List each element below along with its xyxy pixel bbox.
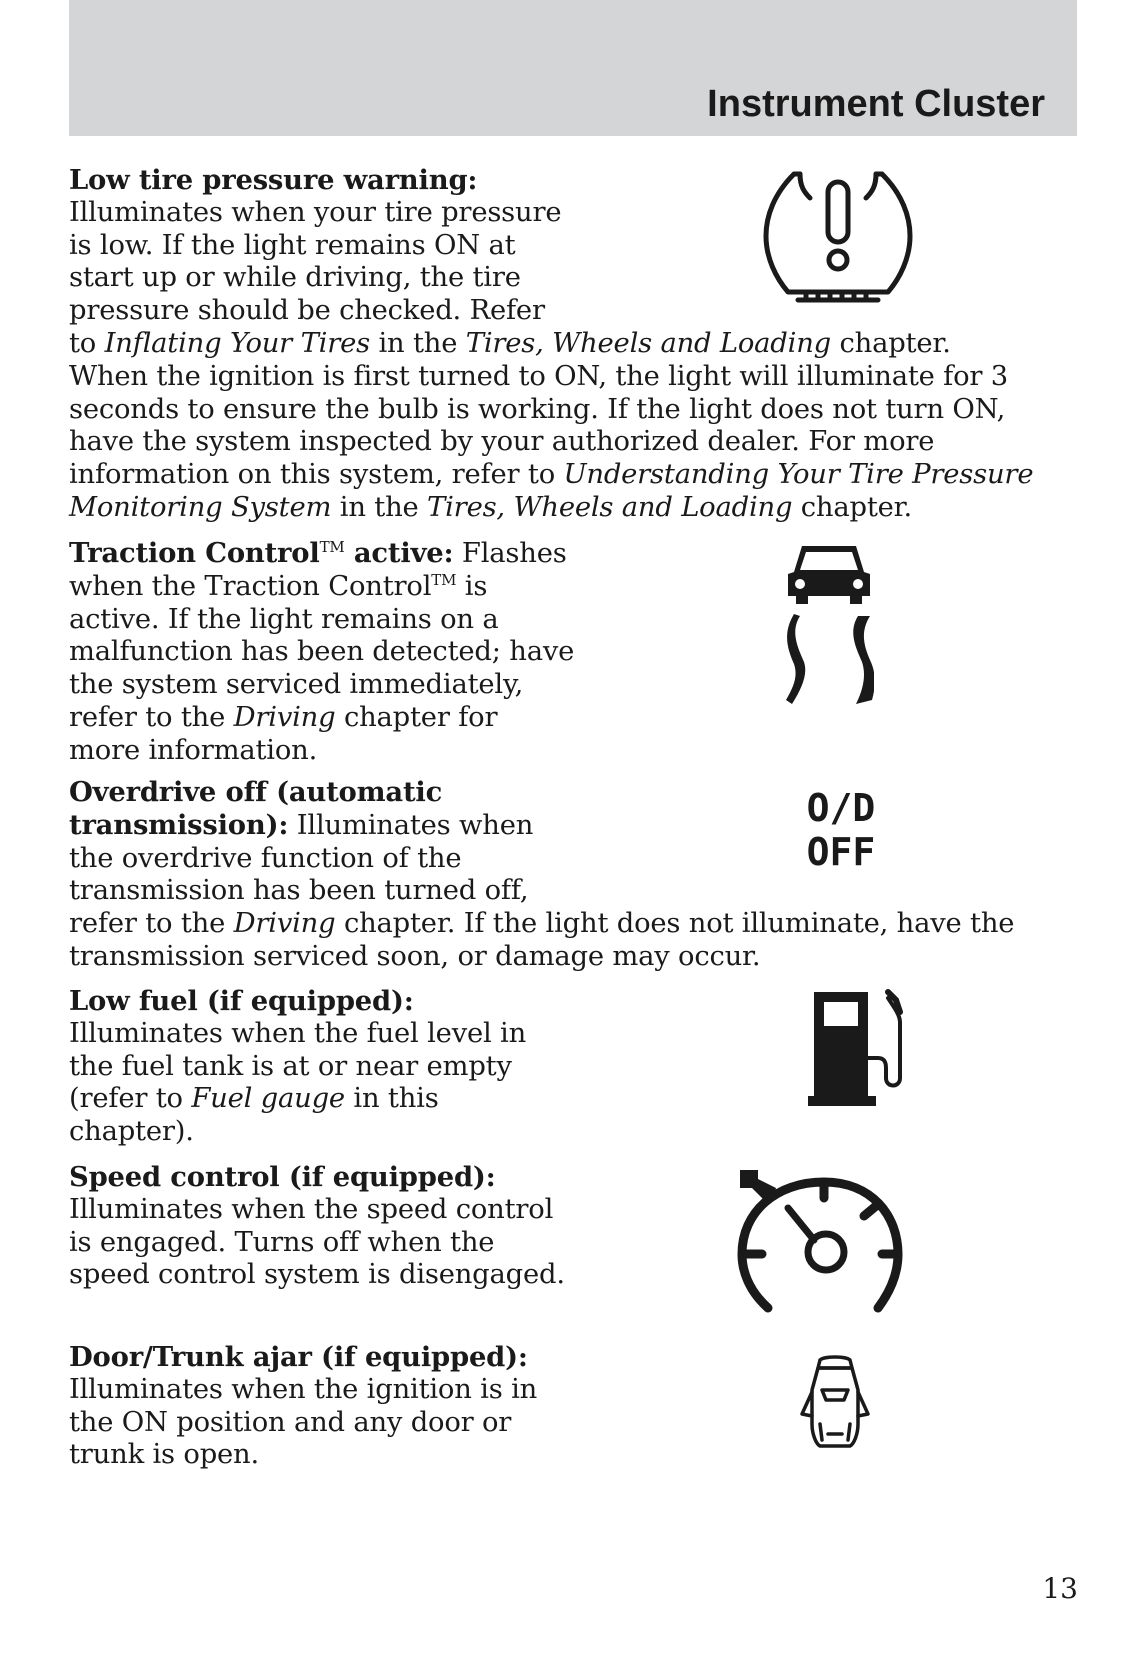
text-line: the overdrive function of the [69, 842, 462, 874]
text-line: speed control system is disengaged. [69, 1259, 565, 1291]
text-line: start up or while driving, the tire [69, 262, 521, 294]
text-line: refer to the Driving chapter for [69, 701, 498, 733]
overdrive-icon-line2: OFF [806, 830, 876, 874]
header-band [69, 0, 1077, 136]
text-line: transmission): Illuminates when [69, 808, 534, 841]
text-line: malfunction has been detected; have [69, 636, 575, 668]
text-line: Traction Control™ active: Flashes [69, 537, 567, 569]
text-line: Illuminates when the fuel level in [69, 1017, 527, 1049]
section-low-fuel [69, 985, 1069, 1149]
section-door-trunk-ajar [69, 1341, 1069, 1472]
heading-door-trunk-ajar: Door/Trunk ajar (if equipped): [69, 1341, 528, 1373]
section-overdrive-off [69, 776, 1069, 974]
overdrive-icon-line1: O/D [806, 786, 876, 830]
text-line: Illuminates when the speed control [69, 1193, 554, 1225]
text-line: Monitoring System in the Tires, Wheels and Loading chapter. [69, 491, 913, 523]
speedometer-icon [736, 1166, 904, 1314]
door-ajar-icon [800, 1354, 870, 1450]
text-line: When the ignition is first turned to ON, the light will illuminate for 3 [69, 360, 1009, 392]
overdrive-off-icon [796, 786, 886, 874]
text-line: refer to the Driving chapter. If the light does not illuminate, have the [69, 908, 1015, 940]
text-line: more information. [69, 734, 318, 766]
text-line: information on this system, refer to Understanding Your Tire Pressure [69, 459, 1034, 491]
section-traction-control [69, 537, 1069, 768]
traction-control-icon [784, 540, 874, 708]
text-line: trunk is open. [69, 1439, 259, 1471]
text-line: the system serviced immediately, [69, 669, 524, 701]
text-line: transmission has been turned off, [69, 875, 529, 907]
text-line: Illuminates when the ignition is in [69, 1373, 538, 1405]
text-line: seconds to ensure the bulb is working. If the light does not turn ON, [69, 393, 1006, 425]
page-title: Instrument Cluster [707, 83, 1045, 125]
text-line: to Inflating Your Tires in the Tires, Wheels and Loading chapter. [69, 327, 951, 359]
text-line: active. If the light remains on a [69, 603, 499, 635]
fuel-pump-icon [808, 988, 912, 1110]
page-number: 13 [1042, 1572, 1078, 1605]
text-line: Illuminates when your tire pressure [69, 196, 562, 228]
heading-speed-control: Speed control (if equipped): [69, 1161, 496, 1193]
text-line: is low. If the light remains ON at [69, 229, 516, 261]
heading-low-tire-pressure: Low tire pressure warning: [69, 164, 478, 196]
heading-overdrive-off: Overdrive off (automatic [69, 776, 443, 808]
text-line: have the system inspected by your authorized dealer. For more [69, 426, 935, 458]
text-line: (refer to Fuel gauge in this [69, 1083, 439, 1115]
text-line: when the Traction Control™ is [69, 570, 488, 602]
text-line: the ON position and any door or [69, 1406, 512, 1438]
section-speed-control [69, 1161, 1069, 1292]
text-line: the fuel tank is at or near empty [69, 1050, 512, 1082]
text-line: pressure should be checked. Refer [69, 295, 545, 327]
text-line: chapter). [69, 1116, 194, 1148]
text-line: is engaged. Turns off when the [69, 1226, 495, 1258]
section-low-tire-pressure [69, 164, 1069, 525]
text-line: transmission serviced soon, or damage may occur. [69, 940, 761, 972]
heading-low-fuel: Low fuel (if equipped): [69, 985, 414, 1017]
tire-pressure-icon [760, 170, 916, 310]
